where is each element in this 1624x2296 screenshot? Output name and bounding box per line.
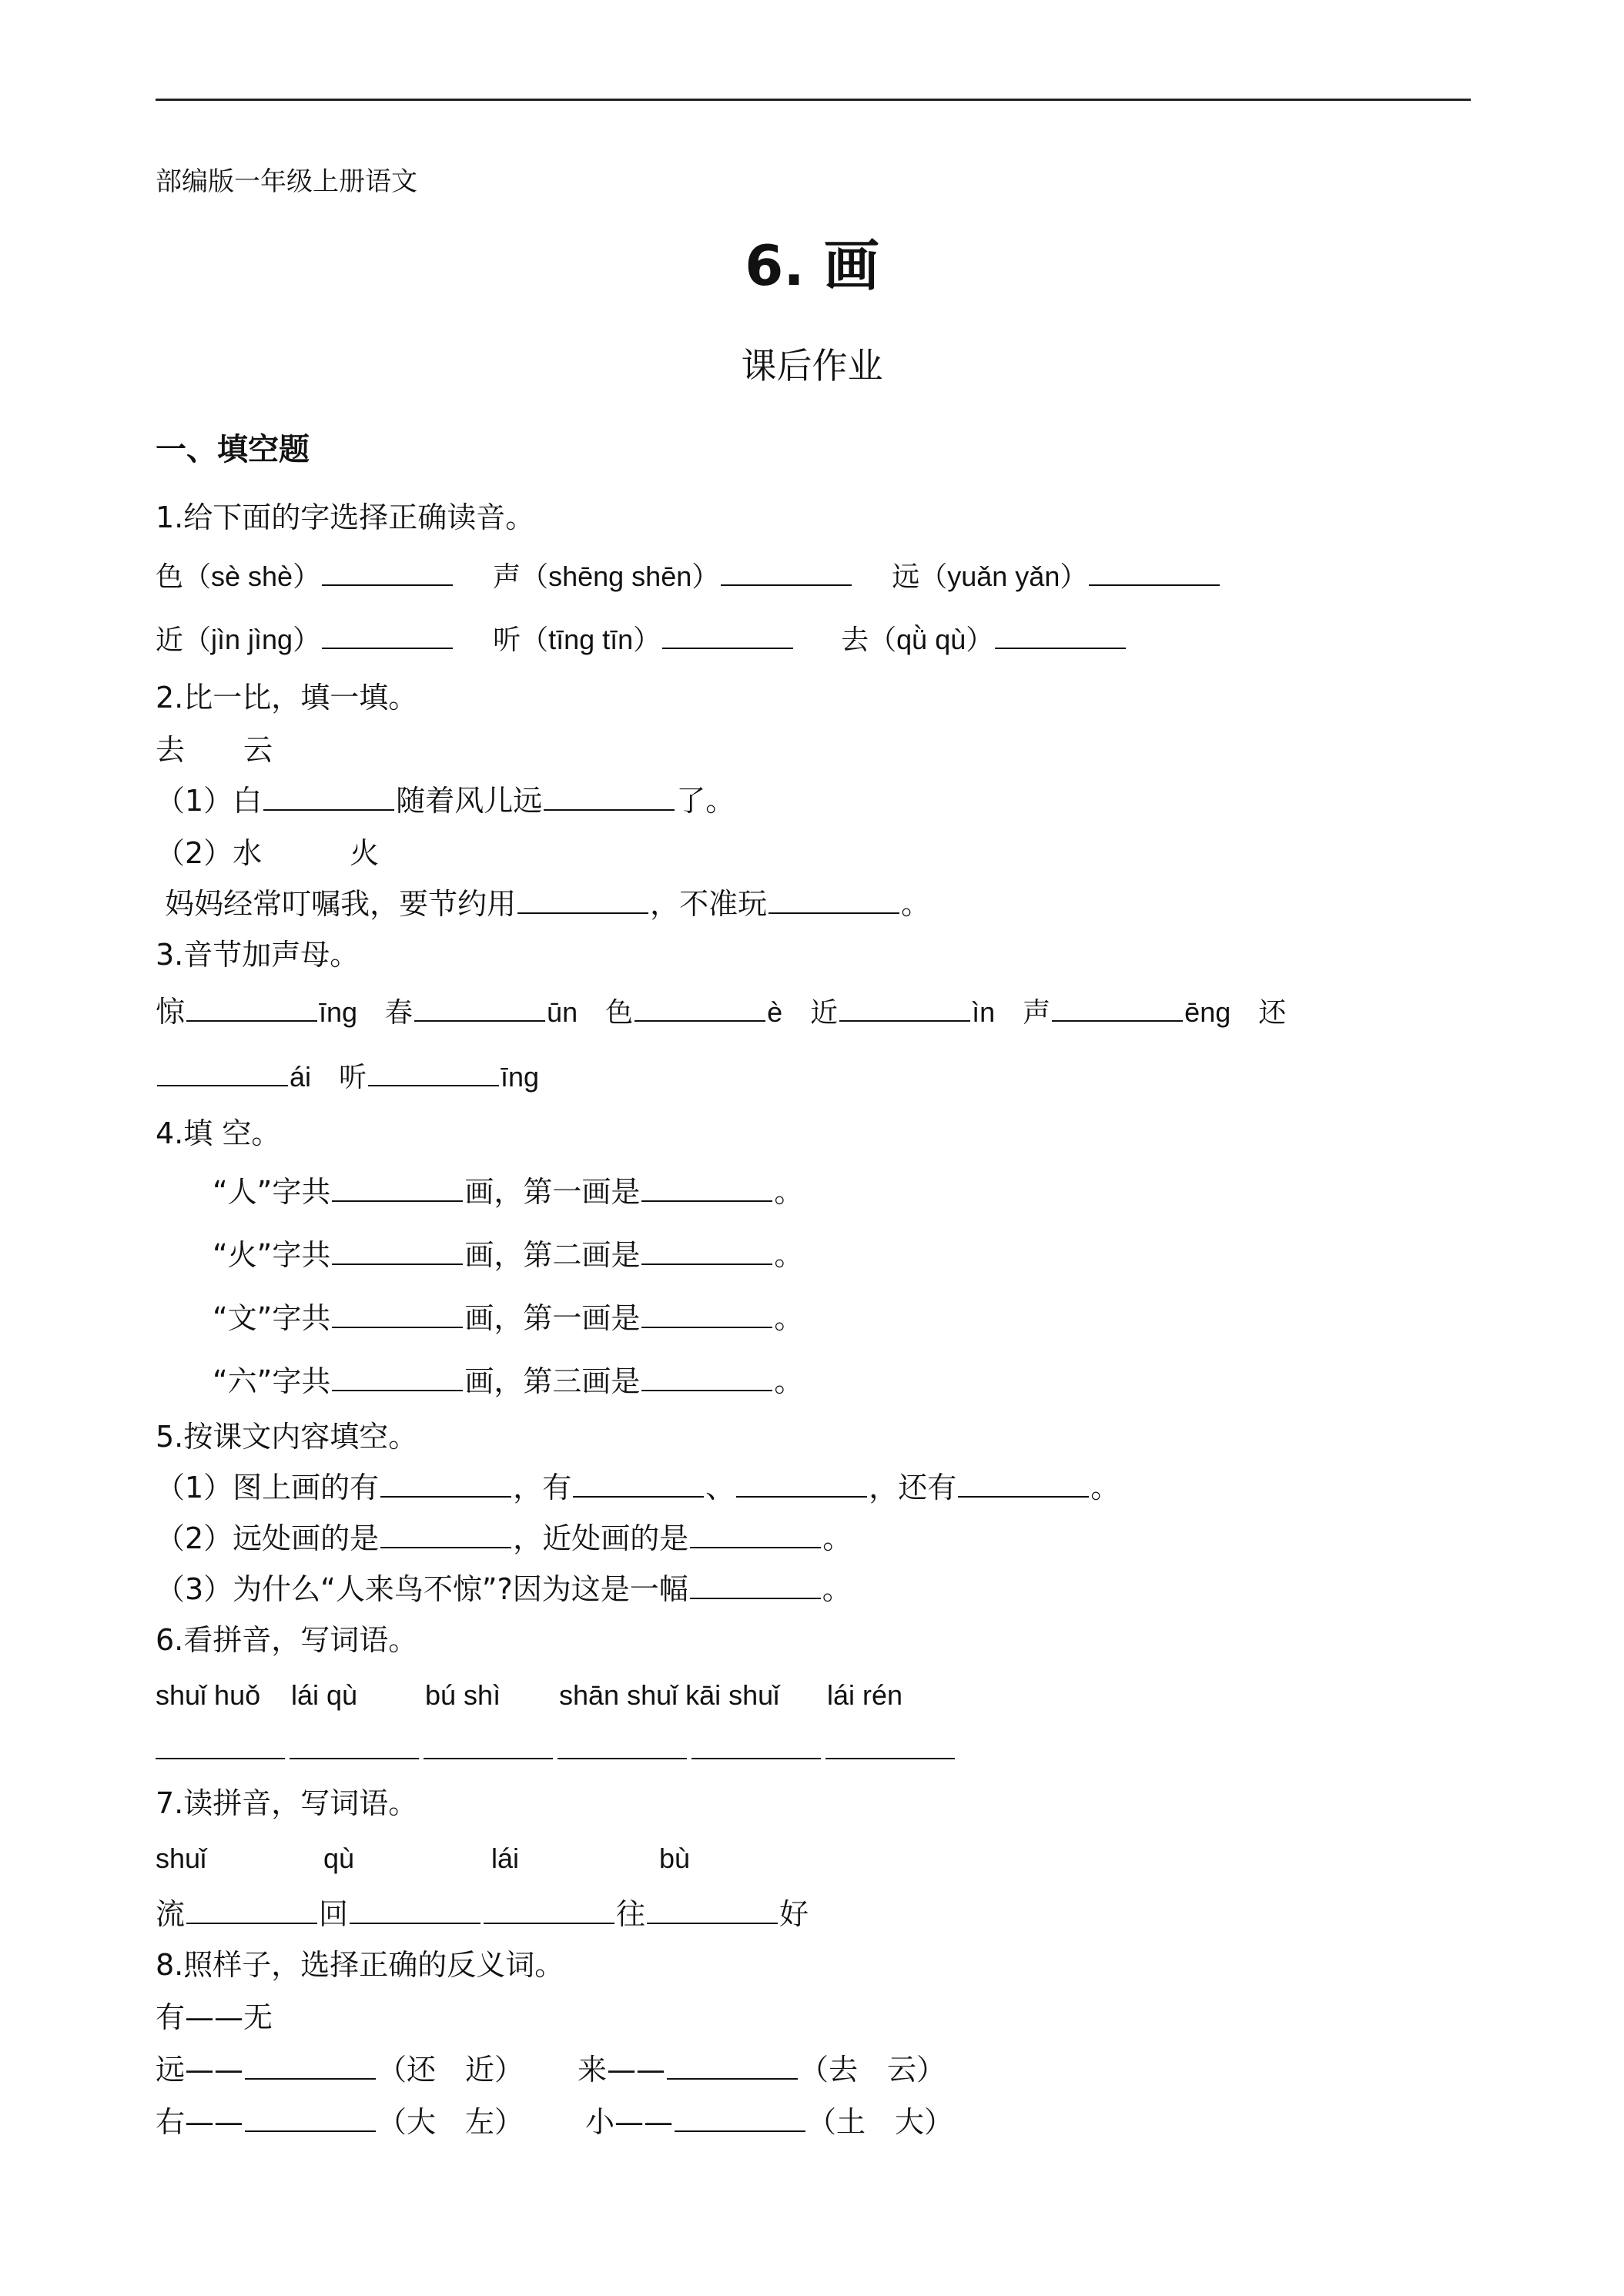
text: 。 (774, 1175, 804, 1209)
text: 画，第一画是 (464, 1175, 641, 1209)
pinyin-label: lái qù (291, 1679, 358, 1711)
text: 惊 (156, 995, 186, 1029)
text: è 近 (767, 996, 839, 1028)
answer-blank[interactable] (186, 1921, 317, 1924)
text: （3）为什么“人来鸟不惊”?因为这是一幅 (156, 1572, 688, 1606)
page-subtitle: 课后作业 (741, 345, 883, 387)
q1-item: 近（jìn jìng） (156, 624, 321, 655)
text: “六”字共 (213, 1364, 331, 1398)
answer-blank[interactable] (641, 1325, 772, 1328)
text: 来—— (578, 2053, 666, 2087)
pinyin-label: bù (659, 1842, 691, 1874)
text: 流 (156, 1897, 186, 1931)
text: （1）白 (156, 784, 263, 818)
answer-blank[interactable] (424, 1756, 553, 1759)
subject-label: 部编版一年级上册语文 (156, 166, 417, 197)
answer-blank[interactable] (721, 583, 852, 586)
q3-row1 (156, 993, 1286, 1031)
text: （2）远处画的是 (156, 1521, 380, 1555)
q6-answer-lines (156, 1731, 959, 1768)
answer-blank[interactable] (517, 911, 648, 914)
q1-row1 (156, 557, 1221, 595)
q4-row (213, 1363, 803, 1400)
text: ，不准玩 (650, 887, 768, 921)
text: ，近处画的是 (513, 1521, 689, 1555)
pinyin-label: qù (323, 1842, 355, 1874)
answer-blank[interactable] (156, 1756, 285, 1759)
q1-item: 声（shēng shēn） (493, 561, 720, 592)
q5-row1 (156, 1469, 1120, 1506)
pinyin-label: shān shuǐ kāi shuǐ (559, 1679, 780, 1711)
text: 妈妈经常叮嘱我，要节约用 (156, 887, 517, 921)
answer-blank[interactable] (768, 911, 899, 914)
q4-row (213, 1237, 803, 1274)
answer-blank[interactable] (690, 1545, 821, 1548)
q6-pinyin-row (156, 1677, 902, 1714)
text: 。 (822, 1521, 852, 1555)
text: 往 (616, 1897, 646, 1931)
answer-blank[interactable] (332, 1325, 463, 1328)
text: 好 (779, 1897, 809, 1931)
text: 。 (822, 1572, 852, 1606)
answer-blank[interactable] (290, 1756, 419, 1759)
text: ūn 色 (547, 996, 634, 1028)
pinyin-label: lái (491, 1842, 520, 1874)
text: “文”字共 (213, 1301, 331, 1335)
answer-blank[interactable] (263, 808, 394, 811)
q8-prompt: 8.照样子，选择正确的反义词。 (156, 1948, 564, 1982)
answer-blank[interactable] (380, 1494, 511, 1498)
q1-item: 去（qǜ qù） (841, 624, 994, 655)
answer-blank[interactable] (736, 1494, 867, 1498)
q7-prompt: 7.读拼音，写词语。 (156, 1786, 418, 1820)
q2-chars1: 去 云 (156, 733, 273, 767)
answer-blank[interactable] (322, 583, 453, 586)
answer-blank[interactable] (332, 1388, 463, 1391)
text: ìn 声 (972, 996, 1051, 1028)
text: “火”字共 (213, 1238, 331, 1272)
text: 。 (774, 1301, 804, 1335)
answer-blank[interactable] (839, 1019, 970, 1022)
answer-blank[interactable] (641, 1199, 772, 1202)
text: （1）图上画的有 (156, 1471, 380, 1504)
q7-answer-row (156, 1896, 809, 1933)
q1-item: 色（sè shè） (156, 561, 321, 592)
q3-prompt: 3.音节加声母。 (156, 938, 360, 972)
text: （土 大） (807, 2105, 954, 2139)
text: （大 左） (377, 2105, 524, 2139)
q2-sentence2 (156, 885, 930, 922)
q6-prompt: 6.看拼音，写词语。 (156, 1623, 418, 1657)
answer-blank[interactable] (484, 1921, 614, 1924)
text: （还 近） (377, 2053, 524, 2087)
answer-blank[interactable] (641, 1388, 772, 1391)
text: （去 云） (799, 2053, 946, 2087)
answer-blank[interactable] (667, 2077, 798, 2080)
answer-blank[interactable] (662, 646, 793, 649)
answer-blank[interactable] (186, 1019, 317, 1022)
answer-blank[interactable] (332, 1262, 463, 1265)
answer-blank[interactable] (368, 1083, 499, 1086)
q4-row (213, 1300, 803, 1337)
answer-blank[interactable] (157, 1083, 288, 1086)
q8-row2 (156, 2104, 953, 2140)
header-rule (156, 99, 1471, 101)
q4-prompt: 4.填 空。 (156, 1116, 281, 1150)
pinyin-label: shuǐ huǒ (156, 1679, 261, 1711)
answer-blank[interactable] (245, 2077, 376, 2080)
text: 。 (901, 887, 931, 921)
q1-item: 听（tīng tīn） (493, 624, 661, 655)
text: īng (501, 1061, 540, 1093)
text: 。 (774, 1238, 804, 1272)
q2-prompt: 2.比一比，填一填。 (156, 681, 418, 715)
q2-sentence1 (156, 782, 735, 819)
text: 画，第二画是 (464, 1238, 641, 1272)
pinyin-label: lái rén (827, 1679, 903, 1711)
text: 画，第三画是 (464, 1364, 641, 1398)
answer-blank[interactable] (322, 646, 453, 649)
q2-chars2: （2）水 火 (156, 836, 380, 870)
q8-row1 (156, 2051, 946, 2088)
text: 右—— (156, 2105, 244, 2139)
q5-prompt: 5.按课文内容填空。 (156, 1420, 418, 1454)
answer-blank[interactable] (414, 1019, 545, 1022)
text: 回 (319, 1897, 349, 1931)
answer-blank[interactable] (675, 2129, 805, 2132)
text: ēng 还 (1184, 996, 1287, 1028)
q4-row (213, 1173, 803, 1210)
text: 随着风儿远 (396, 784, 543, 818)
text: “人”字共 (213, 1175, 331, 1209)
text: 。 (774, 1364, 804, 1398)
q7-pinyin-row (156, 1840, 690, 1877)
answer-blank[interactable] (544, 808, 675, 811)
answer-blank[interactable] (825, 1756, 955, 1759)
text: ，有 (513, 1471, 572, 1504)
answer-blank[interactable] (1052, 1019, 1183, 1022)
answer-blank[interactable] (691, 1756, 821, 1759)
q1-item: 远（yuǎn yǎn） (892, 561, 1088, 592)
q1-row2 (156, 621, 1127, 658)
q5-row2 (156, 1520, 852, 1557)
answer-blank[interactable] (690, 1596, 821, 1599)
section-heading: 一、填空题 (156, 432, 310, 467)
answer-blank[interactable] (350, 1921, 481, 1924)
pinyin-label: bú shì (425, 1679, 501, 1711)
pinyin-label: shuǐ (156, 1842, 207, 1874)
answer-blank[interactable] (245, 2129, 376, 2132)
text: 、 (705, 1471, 735, 1504)
q1-prompt: 1.给下面的字选择正确读音。 (156, 500, 535, 534)
text: 画，第一画是 (464, 1301, 641, 1335)
answer-blank[interactable] (958, 1494, 1089, 1498)
answer-blank[interactable] (635, 1019, 765, 1022)
text: īng 春 (319, 996, 414, 1028)
text: 了。 (676, 784, 735, 818)
text: 小—— (585, 2105, 674, 2139)
q3-row2 (156, 1058, 539, 1096)
text: 远—— (156, 2053, 244, 2087)
answer-blank[interactable] (995, 646, 1126, 649)
answer-blank[interactable] (1089, 583, 1220, 586)
q5-row3 (156, 1571, 852, 1608)
answer-blank[interactable] (380, 1545, 511, 1548)
answer-blank[interactable] (332, 1199, 463, 1202)
text: ，还有 (869, 1471, 957, 1504)
answer-blank[interactable] (573, 1494, 704, 1498)
answer-blank[interactable] (641, 1262, 772, 1265)
text: 。 (1090, 1471, 1120, 1504)
q8-example: 有——无 (156, 2000, 273, 2034)
answer-blank[interactable] (558, 1756, 687, 1759)
answer-blank[interactable] (647, 1921, 778, 1924)
page-title: 6. 画 (745, 233, 879, 298)
text: ái 听 (290, 1061, 367, 1093)
